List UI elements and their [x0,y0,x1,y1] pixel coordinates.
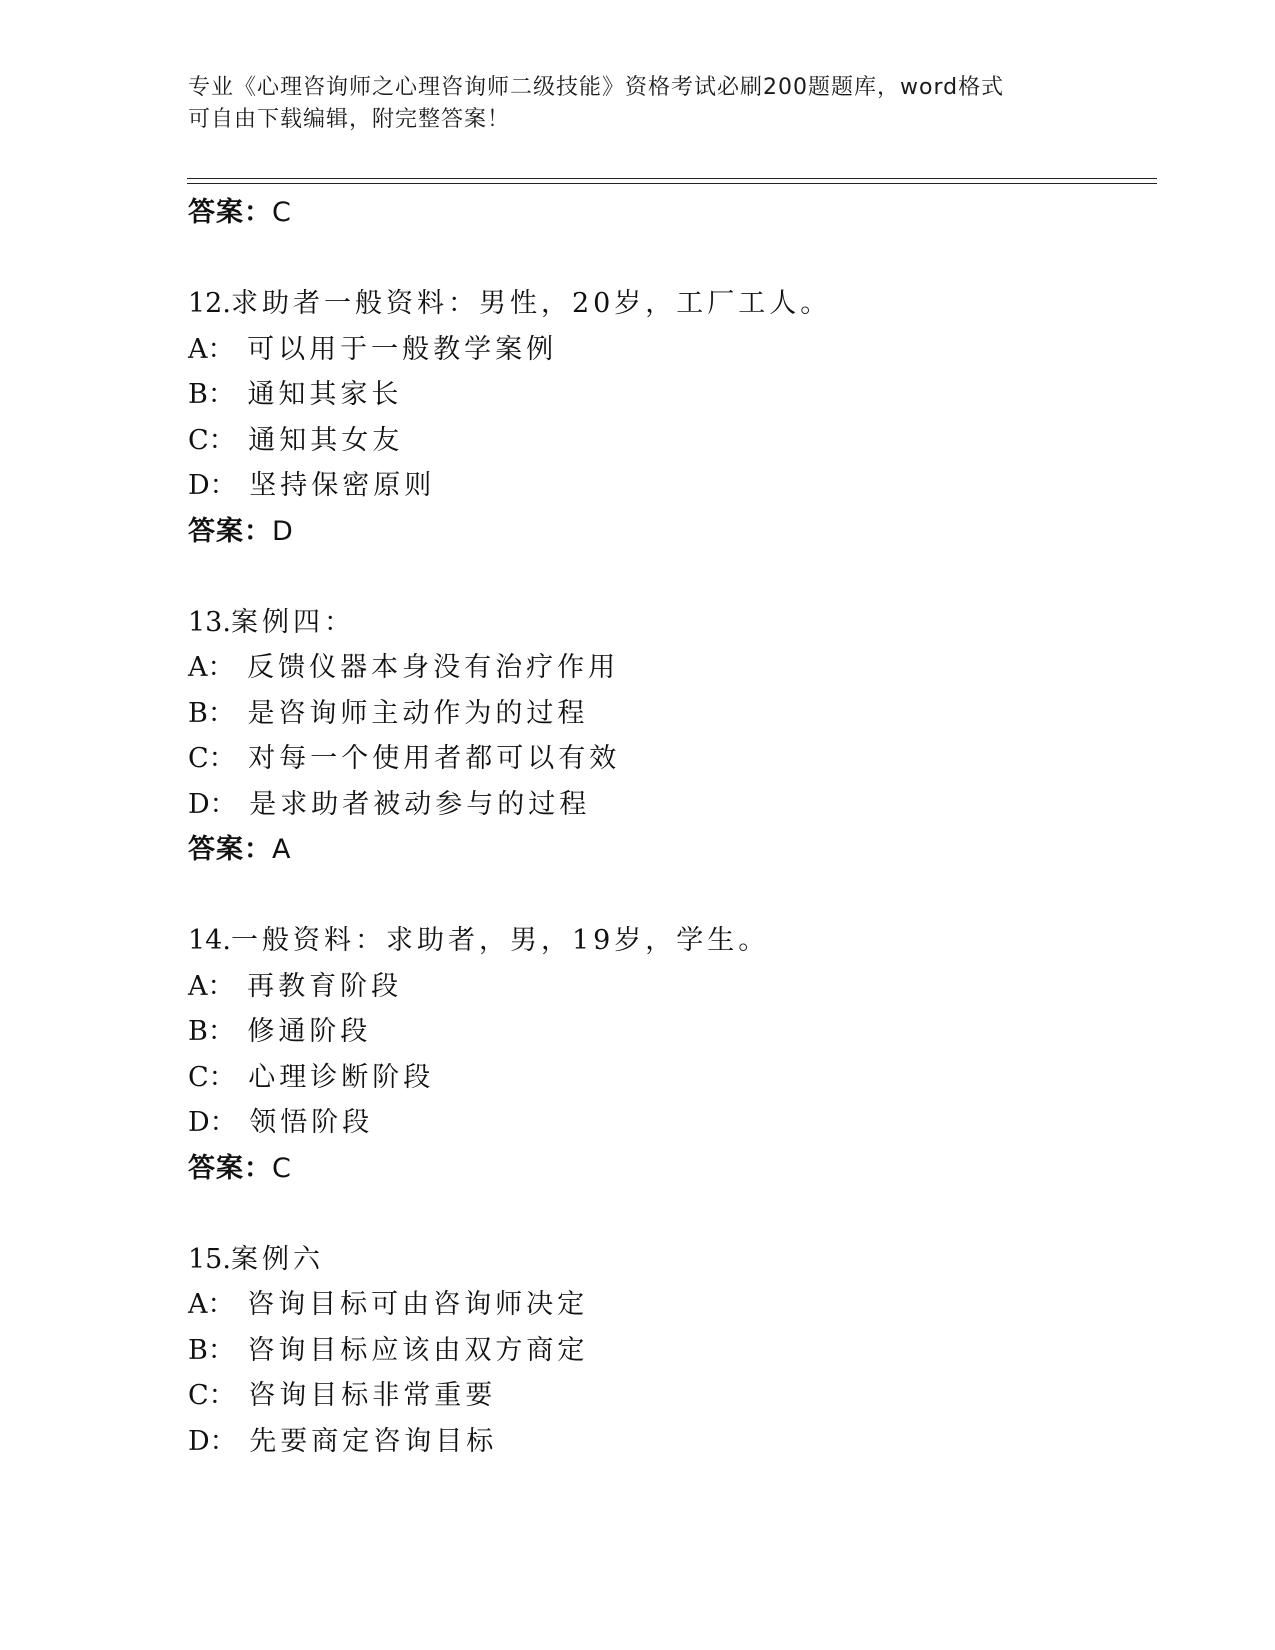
question-text: 求助者一般资料：男性，20岁，工厂工人。 [230,288,832,319]
question-12 [188,281,1148,554]
header-divider-bottom [187,183,1157,184]
page-header [188,72,1088,136]
option-key: C： [188,743,236,774]
option-key: C： [188,1380,236,1411]
option-text: 再教育阶段 [247,970,403,1002]
option-a [188,964,1148,1010]
answer-line [188,190,1148,235]
option-key: D： [188,470,237,501]
option-text: 修通阶段 [247,1016,372,1047]
option-text: 对每一个使用者都可以有效 [248,743,621,774]
option-key: B： [188,1016,235,1047]
option-a [188,645,1148,691]
question-stem [188,600,1148,646]
option-key: C： [188,1061,236,1093]
question-number: 12. [188,288,231,319]
header-line-2: 可自由下载编辑，附完整答案！ [188,107,511,132]
answer-line [188,1146,1148,1191]
question-text: 案例四： [230,606,355,638]
question-stem [188,918,1148,964]
option-a [188,1282,1148,1328]
answer-label: 答案： [188,197,272,228]
option-c [188,418,1148,464]
option-text: 咨询目标非常重要 [248,1380,497,1411]
option-c [188,736,1148,782]
option-text: 通知其女友 [248,424,404,456]
header-divider-top [187,178,1157,179]
option-text: 反馈仪器本身没有治疗作用 [247,652,620,683]
option-key: D： [188,1425,237,1457]
option-key: A： [188,652,235,683]
option-text: 通知其家长 [247,379,403,410]
option-key: C： [188,424,236,456]
answer-label: 答案： [188,834,272,865]
answer-line [188,827,1148,872]
question-text: 案例六 [230,1243,324,1275]
option-key: D： [188,788,237,820]
option-text: 领悟阶段 [249,1107,374,1138]
option-text: 是求助者被动参与的过程 [249,788,591,820]
option-c [188,1373,1148,1419]
option-key: B： [188,697,235,729]
option-a [188,327,1148,373]
question-number: 15. [188,1243,231,1275]
question-number: 13. [188,606,231,638]
option-key: B： [188,1334,235,1366]
option-key: B： [188,379,235,410]
option-b [188,1009,1148,1055]
option-d [188,463,1148,509]
answer-value: C [272,197,292,228]
question-number: 14. [188,925,231,956]
option-b [188,372,1148,418]
option-d [188,1100,1148,1146]
option-text: 心理诊断阶段 [248,1061,435,1093]
option-key: A： [188,1289,235,1320]
question-13 [188,600,1148,873]
option-text: 先要商定咨询目标 [249,1425,498,1457]
question-text: 一般资料：求助者，男，19岁，学生。 [230,925,770,956]
option-key: A： [188,970,235,1002]
question-15 [188,1237,1148,1465]
option-b [188,691,1148,737]
option-d [188,782,1148,828]
option-text: 咨询目标应该由双方商定 [247,1334,589,1366]
question-stem [188,1237,1148,1283]
header-line-1: 专业《心理咨询师之心理咨询师二级技能》资格考试必刷200题题库，word格式 [188,75,1005,100]
option-text: 是咨询师主动作为的过程 [247,697,589,729]
option-d [188,1419,1148,1465]
option-text: 可以用于一般教学案例 [247,333,558,365]
option-text: 坚持保密原则 [249,470,436,501]
option-key: D： [188,1107,237,1138]
question-stem [188,281,1148,327]
answer-value: D [272,515,294,547]
answer-line [188,509,1148,554]
answer-label: 答案： [188,1152,272,1184]
question-14 [188,918,1148,1191]
option-c [188,1055,1148,1101]
question-list [188,190,1148,1464]
option-text: 咨询目标可由咨询师决定 [247,1289,589,1320]
answer-value: C [272,1152,292,1184]
option-key: A： [188,333,235,365]
answer-value: A [272,834,292,865]
option-b [188,1328,1148,1374]
answer-label: 答案： [188,515,272,547]
